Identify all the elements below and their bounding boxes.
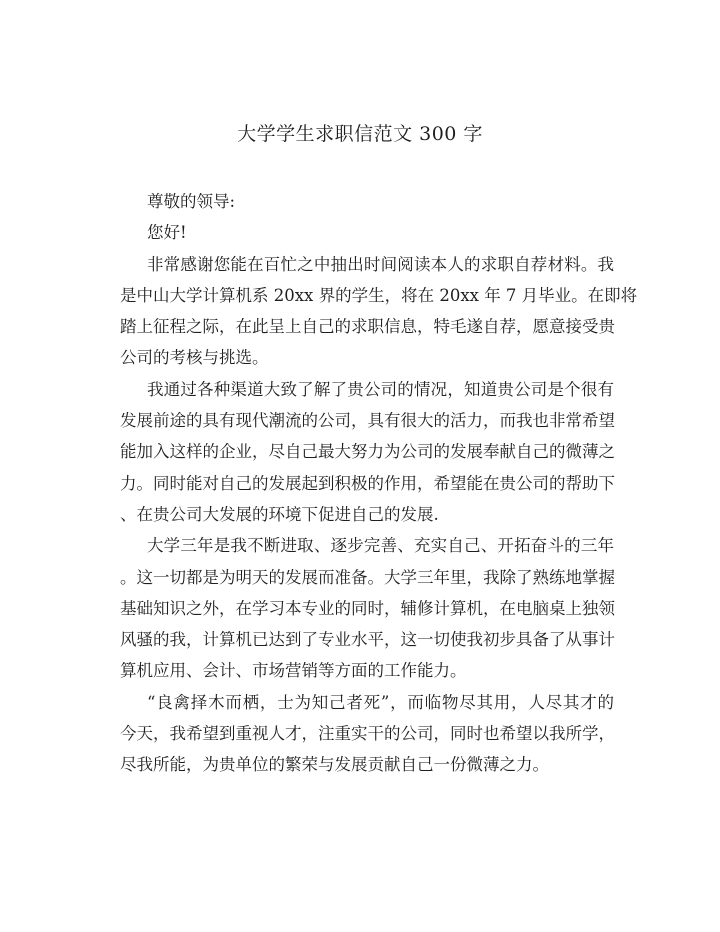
letter-line: 尽我所能，为贵单位的繁荣与发展贡献自己一份微薄之力。 xyxy=(120,755,549,775)
letter-line: 风骚的我，计算机已达到了专业水平，这一切使我初步具备了从事计 xyxy=(120,630,615,650)
letter-line: 非常感谢您能在百忙之中抽出时间阅读本人的求职自荐材料。我 xyxy=(147,254,614,274)
letter-line: 算机应用、会计、市场营销等方面的工作能力。 xyxy=(120,661,467,681)
letter-line: 基础知识之外，在学习本专业的同时，辅修计算机，在电脑桌上独领 xyxy=(120,598,615,618)
letter-line: 能加入这样的企业，尽自己最大努力为公司的发展奉献自己的微薄之 xyxy=(120,442,615,462)
letter-line: 您好! xyxy=(147,223,187,243)
letter-line: 踏上征程之际，在此呈上自己的求职信息，特毛遂自荐，愿意接受贵 xyxy=(120,317,615,337)
letter-line: 力。同时能对自己的发展起到积极的作用，希望能在贵公司的帮助下 xyxy=(120,473,615,493)
letter-line: 今天，我希望到重视人才，注重实干的公司，同时也希望以我所学， xyxy=(120,724,615,744)
page-title: 大学学生求职信范文 300 字 xyxy=(237,123,483,145)
letter-line: 是中山大学计算机系 20xx 界的学生，将在 20xx 年 7 月毕业。在即将 xyxy=(120,285,638,305)
letter-line: 公司的考核与挑选。 xyxy=(120,348,269,368)
letter-line: 。这一切都是为明天的发展而准备。大学三年里，我除了熟练地掌握 xyxy=(120,567,615,587)
letter-line: “良禽择木而栖，士为知己者死”，而临物尽其用，人尽其才的 xyxy=(147,692,614,712)
letter-body xyxy=(120,186,638,781)
letter-line: 大学三年是我不断进取、逐步完善、充实自己、开拓奋斗的三年 xyxy=(147,536,614,556)
letter-line: 发展前途的具有现代潮流的公司，具有很大的活力，而我也非常希望 xyxy=(120,411,615,431)
letter-line: 、在贵公司大发展的环境下促进自己的发展. xyxy=(120,504,439,524)
letter-line: 尊敬的领导: xyxy=(147,192,236,211)
letter-line: 我通过各种渠道大致了解了贵公司的情况，知道贵公司是个很有 xyxy=(147,379,614,399)
